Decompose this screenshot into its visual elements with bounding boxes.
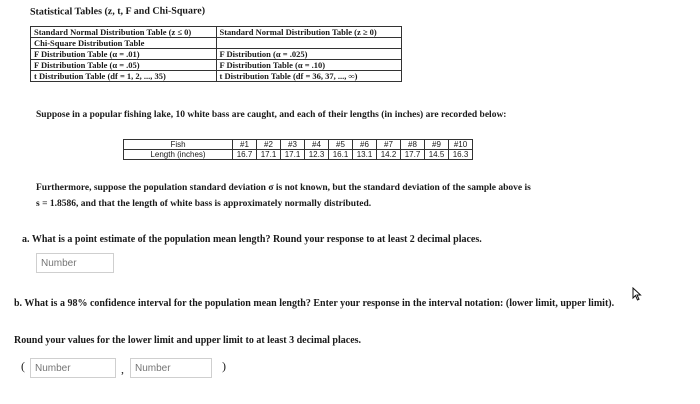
fish-id: #7 bbox=[377, 140, 401, 150]
empty-cell bbox=[216, 38, 402, 49]
table-link-f-025[interactable]: F Distribution (α = .025) bbox=[216, 49, 402, 60]
point-estimate-input[interactable] bbox=[36, 253, 114, 273]
fish-data-table bbox=[123, 139, 473, 160]
table-link-t-1-35[interactable]: t Distribution Table (df = 1, 2, ..., 35) bbox=[31, 71, 217, 82]
fish-id: #9 bbox=[425, 140, 449, 150]
length-value: 14.5 bbox=[425, 150, 449, 160]
rounding-instruction: Round your values for the lower limit and upper limit to at least 3 decimal places. bbox=[14, 335, 362, 346]
question-b: b. What is a 98% confidence interval for the population mean length? Enter your response in the interval notation: (lower limit, upper limit). bbox=[14, 298, 615, 309]
length-value: 16.1 bbox=[329, 150, 353, 160]
length-value: 17.1 bbox=[281, 150, 305, 160]
table-link-z-negative[interactable]: Standard Normal Distribution Table (z ≤ 0) bbox=[31, 27, 217, 38]
assumption-text-1: Furthermore, suppose the population standard deviation σ is not known, but the standard deviation of the sample above is bbox=[36, 183, 531, 193]
fish-id: #4 bbox=[305, 140, 329, 150]
table-link-f-10[interactable]: F Distribution Table (α = .10) bbox=[216, 60, 402, 71]
fish-id: #2 bbox=[257, 140, 281, 150]
length-value: 17.1 bbox=[257, 150, 281, 160]
open-paren: ( bbox=[21, 359, 25, 373]
page-title: Statistical Tables (z, t, F and Chi-Square) bbox=[30, 5, 206, 18]
mouse-cursor-icon bbox=[632, 287, 642, 301]
fish-id: #5 bbox=[329, 140, 353, 150]
problem-intro: Suppose in a popular fishing lake, 10 white bass are caught, and each of their lengths (in inches) are recorded below: bbox=[36, 110, 507, 120]
length-value: 12.3 bbox=[305, 150, 329, 160]
row-label-fish: Fish bbox=[124, 140, 233, 150]
length-value: 13.1 bbox=[353, 150, 377, 160]
upper-limit-input[interactable] bbox=[130, 358, 212, 378]
length-value: 16.3 bbox=[449, 150, 473, 160]
table-link-t-36-inf[interactable]: t Distribution Table (df = 36, 37, ..., ∞) bbox=[216, 71, 402, 82]
fish-id: #8 bbox=[401, 140, 425, 150]
length-value: 16.7 bbox=[233, 150, 257, 160]
table-link-z-positive[interactable]: Standard Normal Distribution Table (z ≥ 0) bbox=[216, 27, 402, 38]
assumption-text-2: s = 1.8586, and that the length of white bass is approximately normally distributed. bbox=[36, 199, 372, 209]
table-link-chi-square[interactable]: Chi-Square Distribution Table bbox=[31, 38, 217, 49]
close-paren: ) bbox=[222, 359, 226, 373]
fish-id: #1 bbox=[233, 140, 257, 150]
fish-id: #3 bbox=[281, 140, 305, 150]
question-a: a. What is a point estimate of the population mean length? Round your response to at least 2 decimal places. bbox=[22, 234, 482, 245]
lower-limit-input[interactable] bbox=[30, 358, 116, 378]
fish-id: #10 bbox=[449, 140, 473, 150]
fish-id: #6 bbox=[353, 140, 377, 150]
comma: , bbox=[121, 362, 124, 376]
length-value: 14.2 bbox=[377, 150, 401, 160]
row-label-length: Length (inches) bbox=[124, 150, 233, 160]
table-link-f-05[interactable]: F Distribution Table (α = .05) bbox=[31, 60, 217, 71]
table-row bbox=[124, 150, 473, 160]
table-row bbox=[124, 140, 473, 150]
statistical-tables-grid bbox=[30, 26, 402, 82]
length-value: 17.7 bbox=[401, 150, 425, 160]
table-link-f-01[interactable]: F Distribution Table (α = .01) bbox=[31, 49, 217, 60]
